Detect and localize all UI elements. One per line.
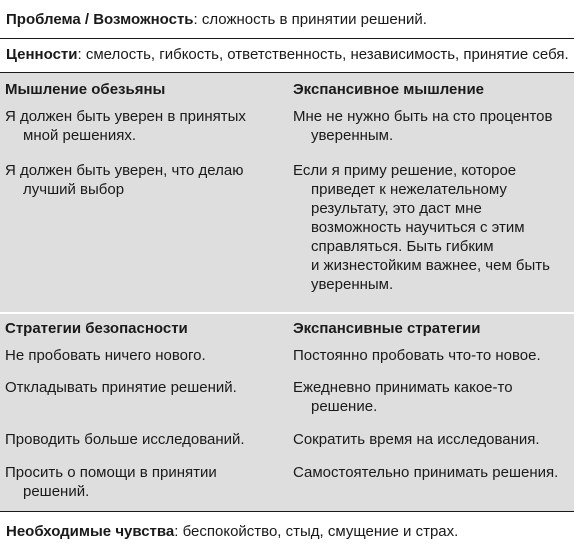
values-text: : смелость, гибкость, ответственность, независимость, принятие себя.	[77, 46, 569, 63]
section-divider	[0, 312, 574, 314]
monkey-mind-item	[5, 161, 275, 199]
item-line: Я должен быть уверен, что делаю	[5, 162, 244, 179]
item-line: решение.	[311, 398, 378, 415]
safety-strategy-item	[5, 346, 275, 365]
feelings-row	[0, 512, 574, 549]
expansive-mind-heading: Экспансивное мышление	[293, 81, 485, 98]
item-line: результату, это даст мне	[311, 200, 482, 217]
expansive-strategy-item	[293, 378, 569, 416]
item-line: Самостоятельно принимать решения.	[293, 464, 559, 481]
item-line: возможность научиться с этим	[311, 219, 525, 236]
item-line: справляться. Быть гибким	[311, 238, 494, 255]
feelings-line	[6, 522, 570, 541]
item-line: Не пробовать ничего нового.	[5, 347, 206, 364]
item-line: лучший выбор	[23, 181, 125, 198]
feelings-text: : беспокойство, стыд, смущение и страх.	[174, 523, 459, 540]
item-line: уверенным.	[311, 276, 394, 293]
item-line: Откладывать принятие решений.	[5, 379, 237, 396]
expansive-strategy-item	[293, 463, 569, 482]
expansive-mind-item	[293, 107, 569, 145]
values-label: Ценности	[6, 46, 78, 63]
problem-text: : сложность в принятии решений.	[193, 11, 427, 28]
problem-row	[0, 0, 574, 39]
expansive-strategy-item	[293, 430, 569, 449]
monkey-mind-heading: Мышление обезьяны	[5, 81, 166, 98]
feelings-label: Необходимые чувства	[6, 523, 175, 540]
values-line	[6, 45, 570, 64]
safety-strategy-item	[5, 430, 275, 449]
item-line: и жизнестойким важнее, чем быть	[311, 257, 550, 274]
item-line: Если я приму решение, которое	[293, 162, 517, 179]
safety-strategy-item	[5, 463, 275, 501]
item-line: решений.	[23, 483, 90, 500]
problem-label: Проблема / Возможность	[6, 11, 194, 28]
item-line: Мне не нужно быть на сто процентов	[293, 108, 553, 125]
expansive-mind-item	[293, 161, 569, 294]
item-line: Сократить время на исследования.	[293, 431, 540, 448]
monkey-mind-item	[5, 107, 275, 145]
item-line: Проводить больше исследований.	[5, 431, 245, 448]
item-line: приведет к нежелательному	[311, 181, 507, 198]
problem-line	[6, 10, 570, 29]
item-line: Просить о помощи в принятии	[5, 464, 217, 481]
item-line: Постоянно пробовать что-то новое.	[293, 347, 541, 364]
item-line: мной решениях.	[23, 127, 136, 144]
safety-strategies-heading: Стратегии безопасности	[5, 320, 188, 337]
expansive-strategy-item	[293, 346, 569, 365]
item-line: уверенным.	[311, 127, 394, 144]
item-line: Я должен быть уверен в принятых	[5, 108, 246, 125]
item-line: Ежедневно принимать какое-то	[293, 379, 513, 396]
safety-strategy-item	[5, 378, 275, 397]
expansive-strategies-heading: Экспансивные стратегии	[293, 320, 481, 337]
comparison-area	[0, 73, 574, 512]
values-row	[0, 39, 574, 73]
